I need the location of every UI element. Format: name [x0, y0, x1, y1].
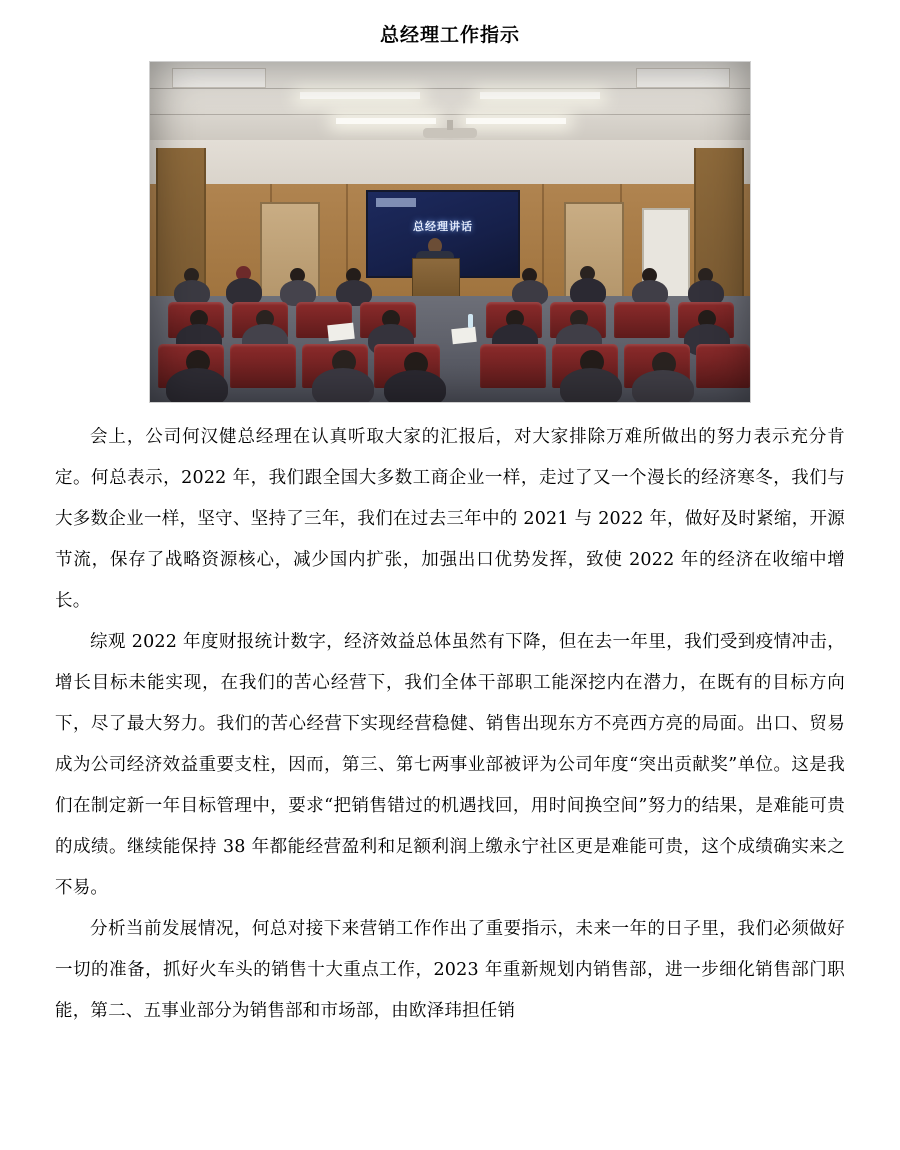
- screen-logo: [376, 198, 416, 207]
- wall-seam: [542, 184, 544, 296]
- seat: [696, 344, 750, 388]
- ceiling-fan: [423, 128, 477, 138]
- ceiling-panel: [172, 68, 266, 88]
- document-paper: [327, 323, 355, 342]
- ceiling-panel: [636, 68, 730, 88]
- seat: [480, 344, 546, 388]
- screen-title: 总经理讲话: [413, 220, 473, 233]
- seat: [230, 344, 296, 388]
- ceiling-light: [480, 92, 600, 99]
- water-bottle: [468, 314, 473, 328]
- ceiling-light: [336, 118, 436, 124]
- ceiling-light: [300, 92, 420, 99]
- document-paper: [451, 327, 476, 344]
- ceiling-line: [150, 88, 750, 89]
- paragraph: 分析当前发展情况，何总对接下来营销工作作出了重要指示，未来一年的日子里，我们必须做好一切的准备，抓好火车头的销售十大重点工作，2023 年重新规划内销售部，进一步细化销售部门职能，第二、五事业部分为销售部和市场部，由欧泽玮担任销: [55, 919, 845, 1021]
- ceiling-line: [150, 114, 750, 115]
- audience-body: [166, 368, 228, 403]
- audience-body: [384, 370, 446, 403]
- meeting-photo: [149, 61, 751, 403]
- paragraph: 综观 2022 年度财报统计数字，经济效益总体虽然有下降，但在去一年里，我们受到疫情冲击，增长目标未能实现，在我们的苦心经营下，我们全体干部职工能深挖内在潜力，在既有的目标方向下，尽了最大努力。我们的苦心经营下实现经营稳健、销售出现东方不亮西方亮的局面。出口、贸易成为公司经济效益重要支柱，因而，第三、第七两事业部被评为公司年度“突出贡献奖”单位。这是我们在制定新一年目标管理中，要求“把销售错过的机遇找回，用时间换空间”努力的结果，是难能可贵的成绩。继续能保持 38 年都能经营盈利和足额利润上缴永宁社区更是难能可贵，这个成绩确实来之不易。: [55, 632, 845, 898]
- ceiling-light: [466, 118, 566, 124]
- document-body: [55, 417, 845, 1032]
- seat: [614, 302, 670, 338]
- figure-container: [55, 61, 845, 403]
- page-title: 总经理工作指示: [379, 24, 520, 46]
- paragraph: 会上，公司何汉健总经理在认真听取大家的汇报后，对大家排除万难所做出的努力表示充分肯定。何总表示，2022 年，我们跟全国大多数工商企业一样，走过了又一个漫长的经济寒冬，我们与大多数企业一样，坚守、坚持了三年，我们在过去三年中的 2021 与 2022 年，做好及时紧缩，开源节流，保存了战略资源核心，减少国内扩张，加强出口优势发挥，致使 2022 年的经济在收缩中增长。: [55, 427, 845, 611]
- audience-body: [312, 368, 374, 403]
- audience-body: [560, 368, 622, 403]
- audience-body: [632, 370, 694, 403]
